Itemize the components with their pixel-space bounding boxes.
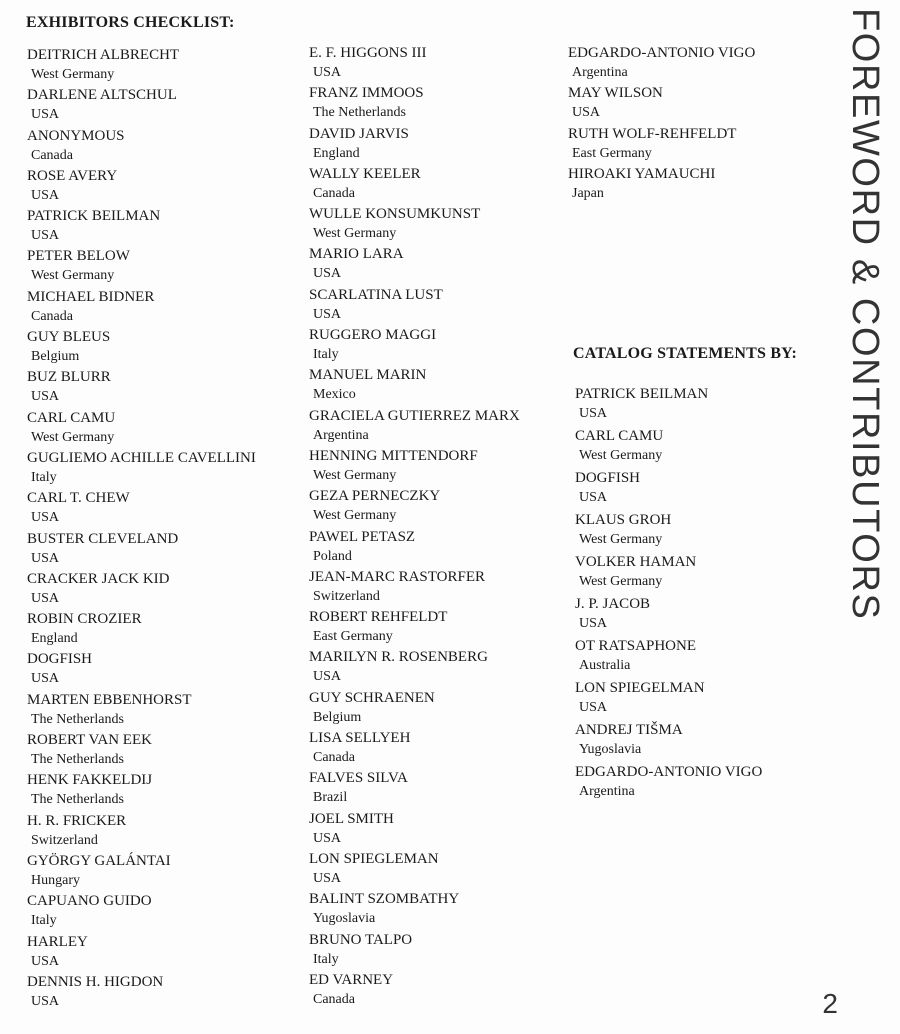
exhibitor-country: Canada (313, 991, 355, 1007)
exhibitor-entry (27, 811, 256, 851)
exhibitor-country: Belgium (313, 709, 362, 725)
exhibitor-entry (27, 327, 256, 367)
exhibitor-entry (27, 85, 256, 125)
exhibitor-name: LON SPIEGLEMAN (309, 850, 439, 867)
contributor-country: Yugoslavia (579, 742, 642, 757)
exhibitor-entry (27, 45, 256, 85)
exhibitor-entry (27, 488, 256, 528)
exhibitor-entry (568, 164, 755, 204)
exhibitor-country: West Germany (31, 67, 115, 82)
contributor-name: PATRICK BEILMAN (575, 386, 709, 402)
exhibitor-country: England (313, 145, 360, 161)
exhibitor-entry (309, 647, 520, 687)
exhibitor-entry (27, 851, 256, 891)
contributor-name: DOGFISH (575, 470, 641, 486)
exhibitor-entry (27, 166, 256, 206)
exhibitor-name: PATRICK BEILMAN (27, 208, 161, 225)
exhibitor-name: DARLENE ALTSCHUL (27, 87, 177, 104)
exhibitor-entry (309, 809, 520, 849)
exhibitor-name: CARL T. CHEW (27, 490, 130, 507)
exhibitor-country: USA (31, 590, 60, 606)
exhibitor-name: ED VARNEY (309, 971, 394, 988)
exhibitor-entry (27, 529, 256, 569)
exhibitor-name: HARLEY (27, 933, 88, 950)
exhibitor-entry (309, 406, 520, 446)
exhibitor-country: USA (313, 669, 342, 685)
contributor-country: USA (579, 700, 608, 715)
exhibitor-country: Japan (572, 185, 604, 201)
exhibitor-name: MARILYN R. ROSENBERG (309, 649, 488, 666)
exhibitor-entry (27, 891, 256, 931)
exhibitor-entry (27, 367, 256, 407)
exhibitor-entry (309, 849, 520, 889)
side-title-foreword-contributors: FOREWORD & CONTRIBUTORS (844, 8, 886, 621)
exhibitor-name: BUSTER CLEVELAND (27, 530, 179, 547)
exhibitor-country: The Netherlands (31, 752, 124, 768)
exhibitor-country: Switzerland (31, 832, 98, 848)
statement-contributor-entry (575, 552, 762, 594)
exhibitor-country: Argentina (313, 427, 369, 443)
exhibitor-country: USA (31, 993, 60, 1009)
contributor-country: USA (579, 490, 608, 505)
exhibitor-entry (27, 569, 256, 609)
exhibitor-entry (27, 649, 256, 689)
exhibitor-name: WULLE KONSUMKUNST (309, 206, 481, 223)
exhibitor-name: WALLY KEELER (309, 165, 421, 182)
statement-contributor-entry (575, 594, 762, 636)
exhibitor-entry (27, 287, 256, 327)
exhibitor-entry (27, 972, 256, 1012)
exhibitor-country: USA (31, 510, 60, 526)
exhibitor-name: JEAN-MARC RASTORFER (309, 568, 486, 585)
exhibitor-name: BUZ BLURR (27, 369, 111, 386)
exhibitor-country: USA (313, 65, 342, 80)
exhibitor-name: LISA SELLYEH (309, 730, 411, 747)
exhibitor-country: West Germany (313, 226, 397, 242)
contributor-country: West Germany (579, 532, 663, 547)
exhibitor-name: GUGLIEMO ACHILLE CAVELLINI (27, 449, 256, 466)
exhibitor-entry (309, 365, 520, 405)
statement-contributor-entry (575, 720, 762, 762)
exhibitor-country: USA (31, 953, 60, 969)
contributor-country: USA (579, 616, 608, 631)
statement-contributor-entry (575, 384, 762, 426)
exhibitor-entry (309, 486, 520, 526)
exhibitor-country: England (31, 631, 78, 647)
exhibitor-entry (27, 126, 256, 166)
exhibitor-country: USA (31, 187, 60, 203)
exhibitor-country: East Germany (313, 629, 393, 645)
exhibitor-country: USA (31, 671, 60, 687)
exhibitor-entry (309, 43, 520, 83)
page-number: 2 (822, 988, 838, 1019)
statement-contributor-entry (575, 636, 762, 678)
exhibitor-entry (309, 970, 520, 1010)
exhibitor-entry (309, 527, 520, 567)
exhibitor-country: Switzerland (313, 588, 380, 604)
exhibitor-country: Canada (31, 147, 73, 163)
exhibitor-entry (309, 889, 520, 929)
exhibitor-name: GYÖRGY GALÁNTAI (27, 852, 171, 869)
exhibitor-country: Hungary (31, 872, 80, 888)
exhibitor-country: USA (31, 228, 60, 244)
exhibitor-entry (27, 690, 256, 730)
exhibitor-country: West Germany (31, 429, 115, 445)
contributor-country: West Germany (579, 448, 663, 463)
exhibitor-entry (27, 609, 256, 649)
exhibitor-entry (27, 206, 256, 246)
exhibitor-country: East Germany (572, 145, 652, 161)
statement-contributor-entry (575, 468, 762, 510)
exhibitor-name: SCARLATINA LUST (309, 286, 443, 303)
exhibitor-entry (27, 408, 256, 448)
contributor-country: USA (579, 406, 608, 421)
exhibitor-country: West Germany (31, 268, 115, 284)
exhibitor-name: JOEL SMITH (309, 810, 394, 827)
statement-contributor-entry (575, 426, 762, 468)
exhibitor-entry (309, 930, 520, 970)
exhibitor-country: Italy (31, 469, 57, 485)
exhibitor-name: DAVID JARVIS (309, 125, 409, 142)
contributor-name: J. P. JACOB (575, 596, 651, 612)
exhibitor-country: Canada (313, 750, 355, 766)
exhibitor-country: Mexico (313, 387, 356, 403)
exhibitor-name: ANONYMOUS (27, 127, 125, 144)
exhibitor-name: CAPUANO GUIDO (27, 893, 152, 910)
contributor-name: OT RATSAPHONE (575, 638, 696, 654)
exhibitor-country: USA (313, 266, 342, 282)
exhibitor-name: FRANZ IMMOOS (309, 85, 424, 102)
exhibitor-name: GUY BLEUS (27, 329, 111, 346)
exhibitor-entry (309, 567, 520, 607)
exhibitors-checklist-heading: EXHIBITORS CHECKLIST: (26, 14, 235, 31)
exhibitor-entry (309, 688, 520, 728)
exhibitor-name: DENNIS H. HIGDON (27, 973, 164, 990)
exhibitor-country: USA (313, 870, 342, 886)
exhibitor-name: MAY WILSON (568, 85, 663, 102)
statement-contributor-entry (575, 762, 762, 804)
exhibitor-entry (309, 446, 520, 486)
exhibitor-country: USA (572, 105, 601, 121)
exhibitor-name: EDGARDO-ANTONIO VIGO (568, 45, 756, 61)
exhibitor-country: The Netherlands (313, 105, 406, 121)
exhibitor-country: Argentina (572, 65, 628, 80)
exhibitor-name: CARL CAMU (27, 409, 116, 426)
exhibitor-country: The Netherlands (31, 792, 124, 808)
statement-contributor-entry (575, 510, 762, 552)
exhibitor-country: Belgium (31, 349, 80, 365)
exhibitor-name: DEITRICH ALBRECHT (27, 47, 180, 63)
exhibitor-country: USA (313, 830, 342, 846)
exhibitor-name: ROBIN CROZIER (27, 611, 142, 628)
exhibitor-name: RUTH WOLF-REHFELDT (568, 125, 737, 142)
exhibitor-name: PETER BELOW (27, 248, 130, 265)
exhibitor-country: USA (313, 306, 342, 322)
exhibitor-name: CRACKER JACK KID (27, 570, 170, 587)
exhibitor-country: Poland (313, 548, 352, 564)
exhibitor-entry (309, 244, 520, 284)
exhibitor-country: West Germany (313, 467, 397, 483)
exhibitors-column-1 (27, 45, 256, 1012)
contributor-name: VOLKER HAMAN (575, 554, 697, 570)
exhibitor-entry (309, 164, 520, 204)
exhibitor-name: E. F. HIGGONS III (309, 45, 427, 61)
exhibitor-country: The Netherlands (31, 711, 124, 727)
exhibitor-entry (568, 43, 755, 83)
contributor-name: LON SPIEGELMAN (575, 680, 705, 696)
exhibitor-entry (27, 246, 256, 286)
exhibitor-name: MANUEL MARIN (309, 367, 427, 384)
exhibitor-name: ROBERT VAN EEK (27, 732, 152, 749)
exhibitor-name: FALVES SILVA (309, 770, 408, 787)
exhibitor-entry (27, 730, 256, 770)
exhibitor-country: Italy (31, 913, 57, 929)
exhibitor-entry (27, 448, 256, 488)
contributor-name: CARL CAMU (575, 428, 664, 444)
exhibitor-name: MICHAEL BIDNER (27, 288, 155, 305)
contributor-name: KLAUS GROH (575, 512, 672, 528)
exhibitor-entry (568, 83, 755, 123)
exhibitor-name: GUY SCHRAENEN (309, 689, 435, 706)
exhibitor-country: Yugoslavia (313, 911, 376, 927)
exhibitors-column-2 (309, 43, 520, 1010)
exhibitor-country: Canada (313, 185, 355, 201)
catalog-statements-heading: CATALOG STATEMENTS BY: (573, 345, 798, 362)
contributor-country: Australia (579, 658, 631, 673)
contributor-name: EDGARDO-ANTONIO VIGO (575, 764, 763, 780)
exhibitor-country: West Germany (313, 508, 397, 524)
exhibitor-entry (309, 607, 520, 647)
exhibitor-name: HIROAKI YAMAUCHI (568, 165, 716, 182)
exhibitor-name: HENK FAKKELDIJ (27, 772, 153, 789)
exhibitor-name: BRUNO TALPO (309, 931, 413, 948)
exhibitor-entry (309, 285, 520, 325)
exhibitor-entry (27, 770, 256, 810)
exhibitor-name: ROSE AVERY (27, 167, 118, 184)
exhibitor-entry (309, 83, 520, 123)
contributor-name: ANDREJ TIŠMA (575, 722, 683, 738)
exhibitor-entry (309, 204, 520, 244)
exhibitor-entry (309, 124, 520, 164)
contributor-country: West Germany (579, 574, 663, 589)
exhibitor-country: USA (31, 389, 60, 405)
exhibitor-country: USA (31, 550, 60, 566)
exhibitor-name: MARTEN EBBENHORST (27, 691, 192, 708)
exhibitor-country: Italy (313, 951, 339, 967)
exhibitor-country: USA (31, 107, 60, 123)
exhibitor-country: Italy (313, 347, 339, 363)
exhibitor-name: BALINT SZOMBATHY (309, 891, 460, 908)
contributor-country: Argentina (579, 784, 635, 799)
exhibitor-country: Brazil (313, 790, 348, 806)
exhibitor-name: GRACIELA GUTIERREZ MARX (309, 407, 520, 424)
exhibitor-name: MARIO LARA (309, 246, 404, 263)
exhibitor-country: Canada (31, 308, 73, 324)
exhibitor-name: RUGGERO MAGGI (309, 327, 437, 344)
exhibitor-name: DOGFISH (27, 651, 93, 668)
exhibitor-entry (309, 728, 520, 768)
exhibitor-entry (27, 932, 256, 972)
exhibitors-column-3 (568, 43, 755, 204)
exhibitor-entry (309, 768, 520, 808)
exhibitor-name: ROBERT REHFELDT (309, 609, 448, 626)
exhibitor-entry (568, 124, 755, 164)
exhibitor-entry (309, 325, 520, 365)
exhibitor-name: HENNING MITTENDORF (309, 447, 478, 464)
exhibitor-name: PAWEL PETASZ (309, 528, 416, 545)
statement-contributor-entry (575, 678, 762, 720)
exhibitor-name: H. R. FRICKER (27, 812, 127, 829)
catalog-statements-list (575, 384, 762, 804)
exhibitor-name: GEZA PERNECZKY (309, 488, 441, 505)
